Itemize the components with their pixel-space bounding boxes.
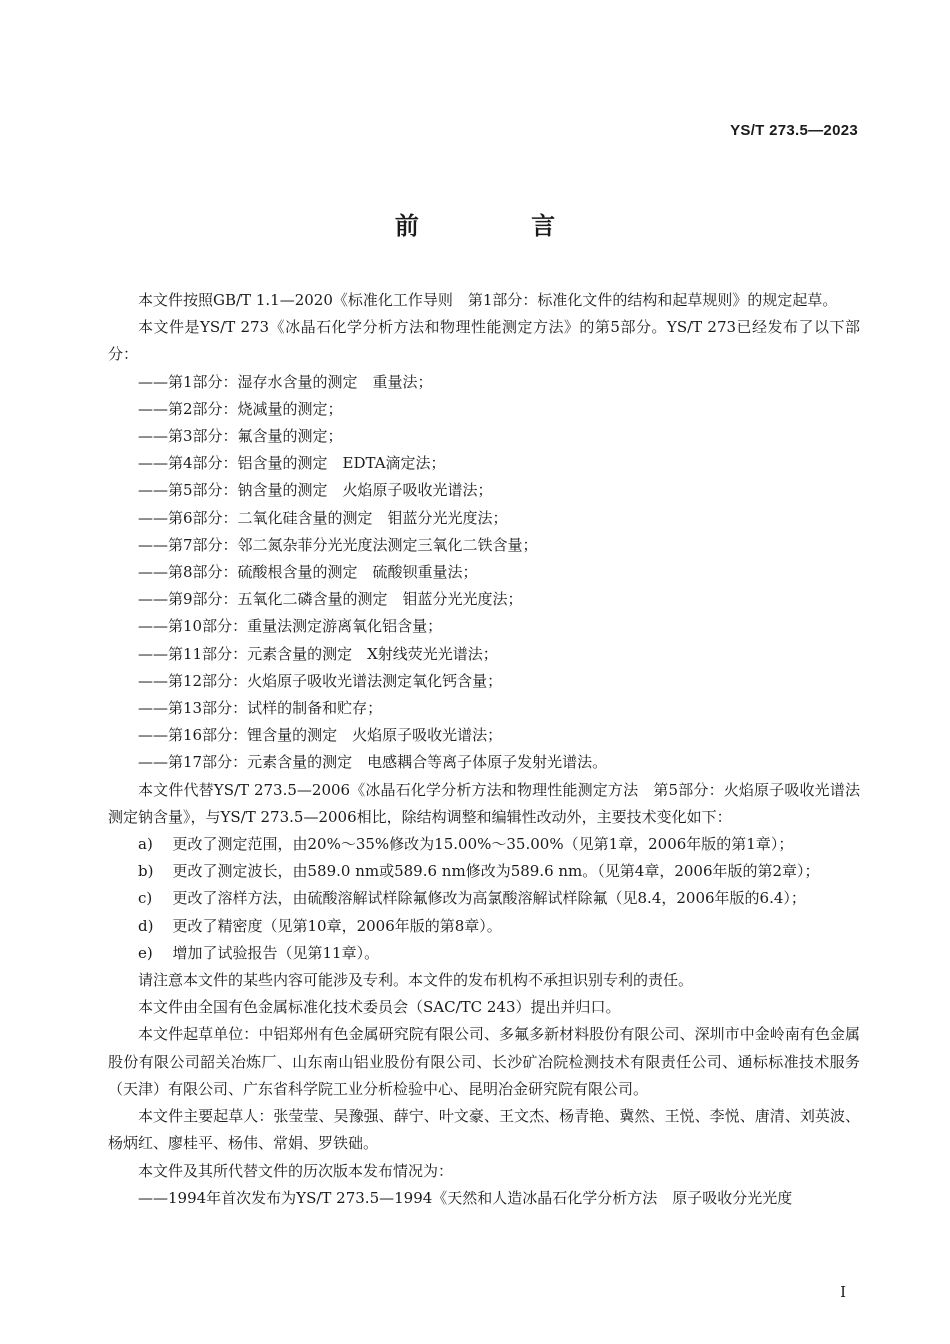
change-item-text: 更改了精密度（见第10章，2006年版的第8章）。 [172, 916, 502, 935]
part-list-item: ——第16部分：锂含量的测定 火焰原子吸收光谱法； [138, 726, 503, 745]
part-list-item: ——第5部分：钠含量的测定 火焰原子吸收光谱法； [138, 481, 493, 500]
change-item [108, 858, 860, 885]
paragraph-drafters: 本文件主要起草人：张莹莹、吴豫强、薛宁、叶文豪、王文杰、杨青艳、冀然、王悦、李悦、唐清、刘英波、杨炳红、廖桂平、杨伟、常娟、罗铁础。 [108, 1107, 860, 1153]
paragraph-patent-notice: 请注意本文件的某些内容可能涉及专利。本文件的发布机构不承担识别专利的责任。 [138, 971, 694, 990]
part-list-item: ——第12部分：火焰原子吸收光谱法测定氧化钙含量； [138, 671, 503, 690]
page-title: 前 言 [394, 212, 608, 240]
part-list-item: ——第6部分：二氧化硅含量的测定 钼蓝分光光度法； [138, 508, 508, 527]
change-item-label: b) [138, 862, 154, 881]
change-item-text: 增加了试验报告（见第11章）。 [172, 943, 380, 962]
paragraph-drafting-units: 本文件起草单位：中铝郑州有色金属研究院有限公司、多氟多新材料股份有限公司、深圳市中金岭南有色金属股份有限公司韶关冶炼厂、山东南山铝业股份有限公司、长沙矿冶院检测技术有限责任公司、通标标准技术服务（天津）有限公司、广东省科学院工业分析检验中心、昆明冶金研究院有限公司。 [108, 1025, 860, 1098]
part-list-item: ——第7部分：邻二氮杂菲分光光度法测定三氧化二铁含量； [138, 535, 538, 554]
history-item: ——1994年首次发布为YS/T 273.5—1994《天然和人造冰晶石化学分析方法 原子吸收分光光度 [138, 1188, 793, 1207]
change-item-label: a) [138, 835, 153, 854]
part-list-item: ——第17部分：元素含量的测定 电感耦合等离子体原子发射光谱法。 [138, 753, 608, 772]
part-list-item: ——第11部分：元素含量的测定 X射线荧光光谱法； [138, 644, 498, 663]
part-list-item: ——第8部分：硫酸根含量的测定 硫酸钡重量法； [138, 563, 478, 582]
change-item-text: 更改了溶样方法，由硫酸溶解试样除氟修改为高氯酸溶解试样除氟（见8.4，2006年版的6.4）； [172, 889, 806, 908]
part-list-item: ——第3部分：氟含量的测定； [138, 427, 343, 446]
part-list-item: ——第2部分：烧减量的测定； [138, 399, 343, 418]
change-item-text: 更改了测定范围，由20%～35%修改为15.00%～35.00%（见第1章，2006年版的第1章）； [172, 835, 794, 854]
change-item [108, 913, 860, 940]
part-list-item: ——第13部分：试样的制备和贮存； [138, 699, 383, 718]
change-item-label: d) [138, 916, 154, 935]
change-item [108, 940, 860, 967]
part-list-item: ——第1部分：湿存水含量的测定 重量法； [138, 372, 433, 391]
part-list-item: ——第9部分：五氧化二磷含量的测定 钼蓝分光光度法； [138, 590, 523, 609]
change-item-label: e) [138, 943, 153, 962]
paragraph-drafting-basis: 本文件按照GB/T 1.1—2020《标准化工作导则 第1部分：标准化文件的结构和起草规则》的规定起草。 [138, 291, 838, 309]
change-item-label: c) [138, 889, 153, 908]
change-item [108, 885, 860, 912]
document-body [108, 287, 860, 1212]
part-list-item: ——第4部分：铝含量的测定 EDTA滴定法； [138, 454, 446, 473]
change-item-text: 更改了测定波长，由589.0 nm或589.6 nm修改为589.6 nm。（见第4章，2006年版的第2章）； [172, 862, 820, 881]
standard-code: YS/T 273.5—2023 [730, 122, 858, 139]
paragraph-replacement: 本文件代替YS/T 273.5—2006《冰晶石化学分析方法和物理性能测定方法 第5部分：火焰原子吸收光谱法测定钠含量》，与YS/T 273.5—2006相比，除结构调整和编辑性改动外，主要技术变化如下： [108, 780, 860, 826]
page-number: I [840, 1283, 846, 1301]
change-item [108, 831, 860, 858]
paragraph-history-intro: 本文件及其所代替文件的历次版本发布情况为： [138, 1161, 454, 1180]
paragraph-series-intro: 本文件是YS/T 273《冰晶石化学分析方法和物理性能测定方法》的第5部分。YS/T 273已经发布了以下部分： [108, 318, 860, 364]
paragraph-committee: 本文件由全国有色金属标准化技术委员会（SAC/TC 243）提出并归口。 [138, 998, 621, 1017]
part-list-item: ——第10部分：重量法测定游离氧化铝含量； [138, 617, 443, 636]
